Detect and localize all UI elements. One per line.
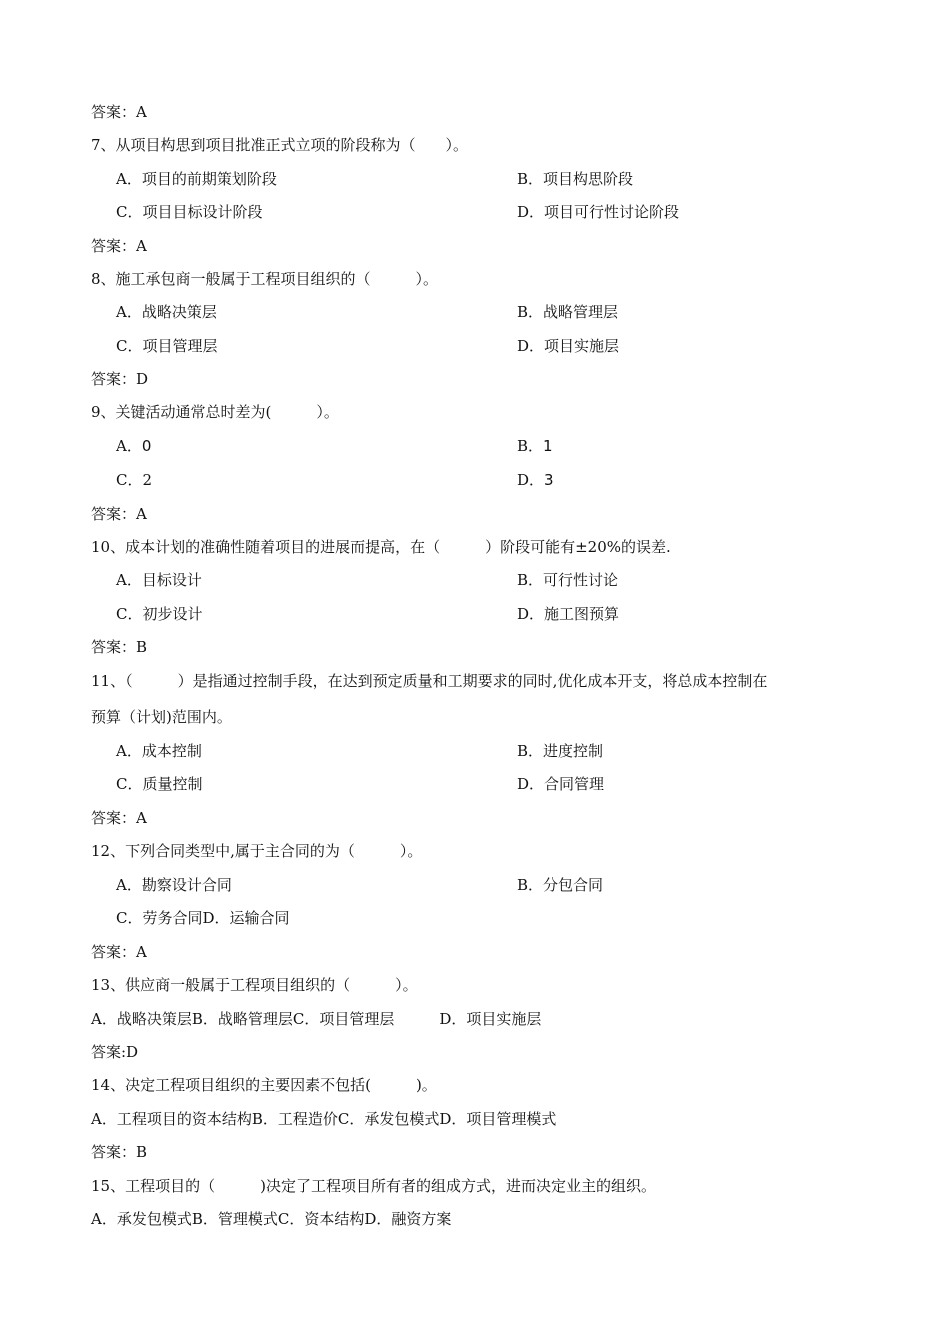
option-10b: B．可行性讨论 bbox=[517, 571, 619, 589]
option-10d: D．施工图预算 bbox=[517, 605, 620, 623]
question-8: 8、施工承包商一般属于工程项目组织的（ ）。 bbox=[91, 270, 439, 288]
option-12b: B．分包合同 bbox=[517, 876, 604, 894]
options-13: A．战略决策层B．战略管理层C．项目管理层 D．项目实施层 bbox=[91, 1010, 542, 1028]
option-11d: D．合同管理 bbox=[517, 775, 605, 793]
option-8a: A．战略决策层 bbox=[116, 303, 217, 321]
option-7b: B．项目构思阶段 bbox=[517, 170, 634, 188]
answer-7: 答案：A bbox=[91, 237, 147, 255]
answer-9: 答案：A bbox=[91, 505, 147, 523]
option-9a bbox=[116, 436, 151, 456]
option-8b: B．战略管理层 bbox=[517, 303, 619, 321]
answer-11: 答案：A bbox=[91, 809, 147, 827]
answer-12: 答案：A bbox=[91, 943, 147, 961]
option-8c: C．项目管理层 bbox=[116, 337, 218, 355]
options-14: A．工程项目的资本结构B．工程造价C．承发包模式D．项目管理模式 bbox=[91, 1110, 557, 1128]
option-9b bbox=[517, 436, 553, 456]
option-9d-label: D． bbox=[517, 471, 545, 489]
option-11b: B．进度控制 bbox=[517, 742, 604, 760]
option-9a-value: 0 bbox=[141, 437, 152, 455]
answer-14: 答案：B bbox=[91, 1143, 148, 1161]
question-12: 12、下列合同类型中,属于主合同的为（ ）。 bbox=[91, 842, 423, 860]
question-11-line2: 预算（计划)范围内。 bbox=[91, 708, 232, 726]
option-9a-label: A． bbox=[116, 437, 142, 455]
option-10a: A．目标设计 bbox=[116, 571, 202, 589]
option-10c: C．初步设计 bbox=[116, 605, 203, 623]
options-15: A．承发包模式B．管理模式C．资本结构D．融资方案 bbox=[91, 1210, 452, 1228]
answer-8: 答案：D bbox=[91, 370, 149, 388]
question-13: 13、供应商一般属于工程项目组织的（ ）。 bbox=[91, 976, 418, 994]
option-12cd: C．劳务合同D．运输合同 bbox=[116, 909, 290, 927]
option-9b-label: B． bbox=[517, 437, 544, 455]
option-9d bbox=[517, 470, 554, 490]
option-8d: D．项目实施层 bbox=[517, 337, 620, 355]
answer-10: 答案：B bbox=[91, 638, 148, 656]
option-11a: A．成本控制 bbox=[116, 742, 202, 760]
question-14: 14、决定工程项目组织的主要因素不包括( )。 bbox=[91, 1076, 437, 1094]
answer-13: 答案:D bbox=[91, 1043, 139, 1061]
option-7d: D．项目可行性讨论阶段 bbox=[517, 203, 680, 221]
question-9: 9、关键活动通常总时差为( ）。 bbox=[91, 403, 339, 421]
option-9b-value: 1 bbox=[543, 437, 553, 455]
answer-6: 答案：A bbox=[91, 103, 147, 121]
option-7a: A．项目的前期策划阶段 bbox=[116, 170, 277, 188]
question-10: 10、成本计划的准确性随着项目的进展而提高，在（ ）阶段可能有±20%的误差. bbox=[91, 538, 671, 556]
option-12a: A．勘察设计合同 bbox=[116, 876, 232, 894]
option-7c: C．项目目标设计阶段 bbox=[116, 203, 263, 221]
option-9c: C．2 bbox=[116, 471, 153, 489]
option-11c: C．质量控制 bbox=[116, 775, 203, 793]
option-9d-value: 3 bbox=[544, 471, 554, 489]
question-15: 15、工程项目的（ )决定了工程项目所有者的组成方式，进而决定业主的组织。 bbox=[91, 1177, 656, 1195]
question-11-line1: 11、（ ）是指通过控制手段，在达到预定质量和工期要求的同时,优化成本开支，将总成本控制在 bbox=[91, 672, 768, 690]
question-7: 7、从项目构思到项目批准正式立项的阶段称为（ ）。 bbox=[91, 136, 469, 154]
